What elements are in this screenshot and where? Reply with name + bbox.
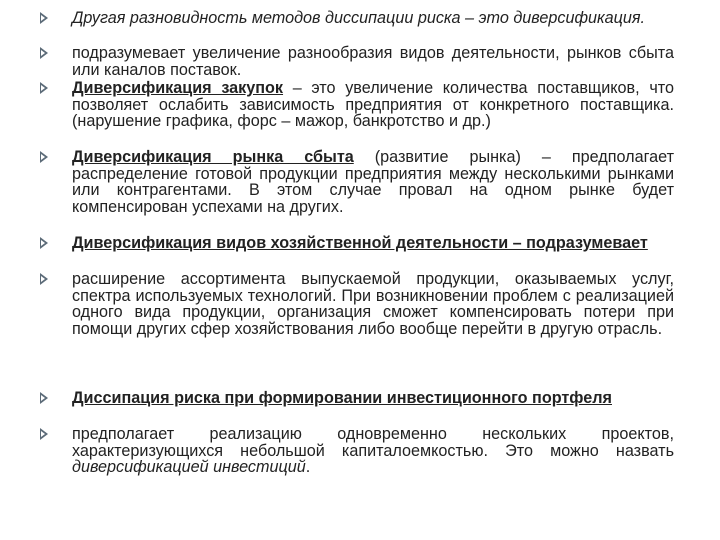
arrow-bullet-icon (40, 82, 48, 94)
list-item (40, 426, 674, 478)
item-heading: Диссипация риска при формировании инвестиционного портфеля (72, 389, 612, 407)
bullet-list (40, 10, 674, 480)
arrow-bullet-icon (40, 47, 48, 59)
arrow-bullet-icon (40, 151, 48, 163)
item-heading: Диверсификация рынка сбыта (72, 148, 354, 166)
item-text: предполагает реализацию одновременно нескольких проектов, характеризующихся небольшой капиталоемкостью. Это можно назвать (72, 425, 674, 460)
item-text: (развитие рынка) – предполагает распределение готовой продукции предприятия между несколькими рынками или контрагентами. В этом случае провал на одном рынке будет компенсирован успехами на других. (72, 148, 674, 216)
item-text: расширение ассортимента выпускаемой продукции, оказываемых услуг, спектра используемых технологий. При возникновении проблем с реализацией одного вида продукции, организация сможет компенсировать потери при помощи других сфер хозяйствования либо вообще перейти в другую отрасль. (72, 270, 674, 338)
list-item (40, 45, 674, 78)
arrow-bullet-icon (40, 12, 48, 24)
list-item (40, 271, 674, 388)
arrow-bullet-icon (40, 273, 48, 285)
arrow-bullet-icon (40, 428, 48, 440)
list-item (40, 390, 674, 424)
list-item (40, 149, 674, 233)
item-tail: . (305, 458, 311, 477)
arrow-bullet-icon (40, 392, 48, 404)
item-text: Другая разновидность методов диссипации риска – это диверсификация. (72, 9, 646, 27)
item-text: – это увеличение количества поставщиков, что позволяет ослабить зависимость предприятия от конкретного поставщика. (нарушение графика, форс – мажор, банкротство и др.) (72, 79, 674, 131)
item-text: подразумевает увеличение разнообразия видов деятельности, рынков сбыта или каналов поставок. (72, 44, 674, 79)
item-emphasis: диверсификацией инвестиций (72, 458, 306, 477)
list-item (40, 235, 674, 269)
arrow-bullet-icon (40, 237, 48, 249)
list-item (40, 80, 674, 147)
item-heading: Диверсификация видов хозяйственной деятельности – подразумевает (72, 234, 648, 252)
list-item (40, 10, 674, 43)
item-heading: Диверсификация закупок (72, 79, 284, 97)
